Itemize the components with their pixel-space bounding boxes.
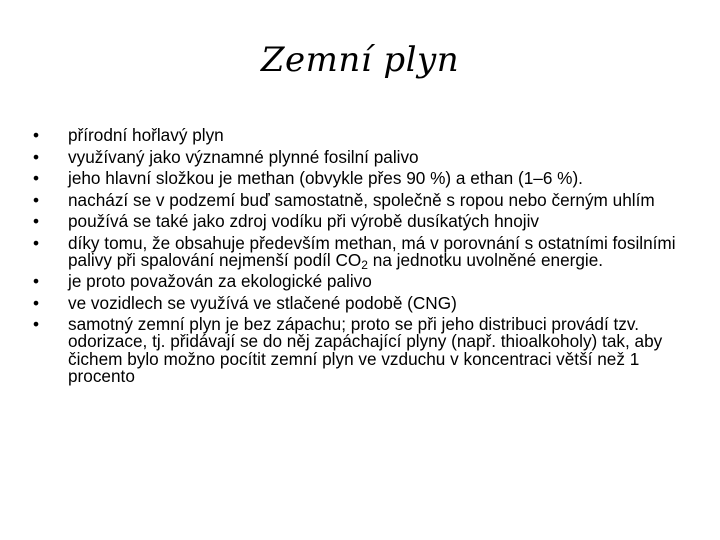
slide-title: Zemní plyn bbox=[260, 40, 460, 80]
bullet-icon: • bbox=[32, 232, 40, 253]
list-item-text bbox=[68, 233, 676, 270]
list-item bbox=[30, 127, 695, 144]
co2-subscript: 2 bbox=[361, 257, 368, 272]
list-item bbox=[30, 292, 695, 313]
list-item bbox=[30, 213, 695, 230]
list-item-text: používá se také jako zdroj vodíku při výrobě dusíkatých hnojiv bbox=[68, 211, 539, 231]
bullet-icon: • bbox=[32, 168, 40, 188]
list-item-text: samotný zemní plyn je bez zápachu; proto se při jeho distribuci provádí tzv. odorizace, tj. přidávají se do něj zapáchající plyny (např. thioalkoholy) tak, aby čichem bylo možno pocítit zemní plyn ve vzduchu v koncentraci větší než 1 procento bbox=[68, 314, 663, 386]
list-item bbox=[30, 189, 695, 210]
bullet-icon: • bbox=[32, 211, 40, 231]
list-item-text: využívaný jako významné plynné fosilní palivo bbox=[68, 146, 419, 167]
text-after-subscript: na jednotku uvolněné energie. bbox=[367, 249, 604, 270]
list-item bbox=[30, 316, 695, 385]
bullet-list bbox=[30, 127, 695, 389]
list-item-text: ve vozidlech se využívá ve stlačené podobě (CNG) bbox=[68, 292, 457, 313]
list-item-text: nachází se v podzemí buď samostatně, společně s ropou nebo černým uhlím bbox=[68, 189, 655, 210]
bullet-icon: • bbox=[32, 292, 40, 313]
list-item-text: přírodní hořlavý plyn bbox=[68, 125, 224, 145]
list-item-text: je proto považován za ekologické palivo bbox=[68, 271, 372, 292]
bullet-icon: • bbox=[32, 189, 40, 210]
list-item bbox=[30, 170, 695, 187]
bullet-icon: • bbox=[32, 271, 40, 292]
bullet-icon: • bbox=[32, 314, 40, 335]
list-item bbox=[30, 273, 695, 290]
text-before-subscript: díky tomu, že obsahuje především methan, má v porovnání s ostatními fosilními palivy při spalování nejmenší podíl CO bbox=[68, 232, 676, 270]
list-item bbox=[30, 146, 695, 167]
bullet-icon: • bbox=[32, 125, 40, 145]
bullet-icon: • bbox=[32, 146, 40, 167]
list-item bbox=[30, 232, 695, 272]
list-item-text: jeho hlavní složkou je methan (obvykle přes 90 %) a ethan (1–6 %). bbox=[68, 168, 583, 188]
